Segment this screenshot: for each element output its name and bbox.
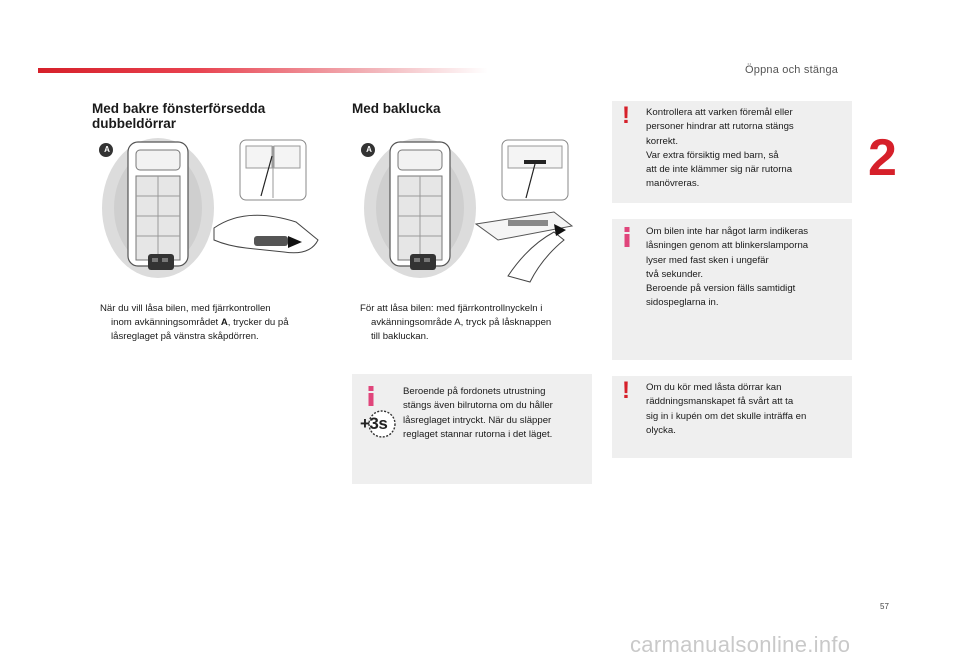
chapter-title: Öppna och stänga (745, 64, 839, 76)
warning-box-text: Om du kör med låsta dörrar kan räddningsmanskapet få svårt att ta sig in i kupén om det skulle inträffa en olycka. (646, 382, 807, 436)
header-accent-bar (38, 68, 488, 73)
warning-box-text: Kontrollera att varken föremål eller personer hindrar att rutorna stängs korrekt. Var extra försiktig med barn, så att de inte klämmer sig när rutorna manövreras. (646, 107, 794, 190)
three-seconds-badge: +3s (360, 414, 388, 433)
illustration-double-doors (96, 136, 336, 284)
info-box-alarm-indication (612, 219, 852, 360)
illustration-tailgate (358, 136, 598, 284)
page-number: 57 (880, 602, 889, 611)
section-title-tailgate: Med baklucka (352, 101, 441, 116)
watermark-text: carmanualsonline.info (630, 632, 851, 657)
warning-icon: ! (622, 102, 630, 129)
instruction-double-doors: När du vill låsa bilen, med fjärrkontrollen inom avkänningsområdet A, trycker du på låsreglaget på vänstra skåpdörren. (100, 303, 289, 342)
marker-label-a: A (104, 145, 110, 154)
chapter-number: 2 (868, 129, 897, 187)
info-box-text: Beroende på fordonets utrustning stängs även bilrutorna om du håller låsreglaget intryckt. När du släpper reglaget stannar rutorna i det läget. (403, 386, 553, 440)
warning-icon: ! (622, 377, 630, 404)
warning-box-window-safety (612, 101, 852, 203)
info-box-window-closing (352, 374, 592, 484)
marker-label-a: A (366, 145, 372, 154)
section-title-double-doors: Med bakre fönsterförsedda dubbeldörrar (92, 101, 266, 131)
info-icon (366, 386, 376, 406)
warning-box-locked-doors (612, 376, 852, 458)
info-icon (622, 227, 632, 247)
instruction-tailgate: För att låsa bilen: med fjärrkontrollnyckeln i avkänningsområde A, tryck på låsknappen till bakluckan. (360, 303, 552, 342)
info-box-text: Om bilen inte har något larm indikeras låsningen genom att blinkerslamporna lyser med fast sken i ungefär två sekunder. Beroende på version fälls samtidigt sidospeglarna in. (646, 226, 809, 309)
